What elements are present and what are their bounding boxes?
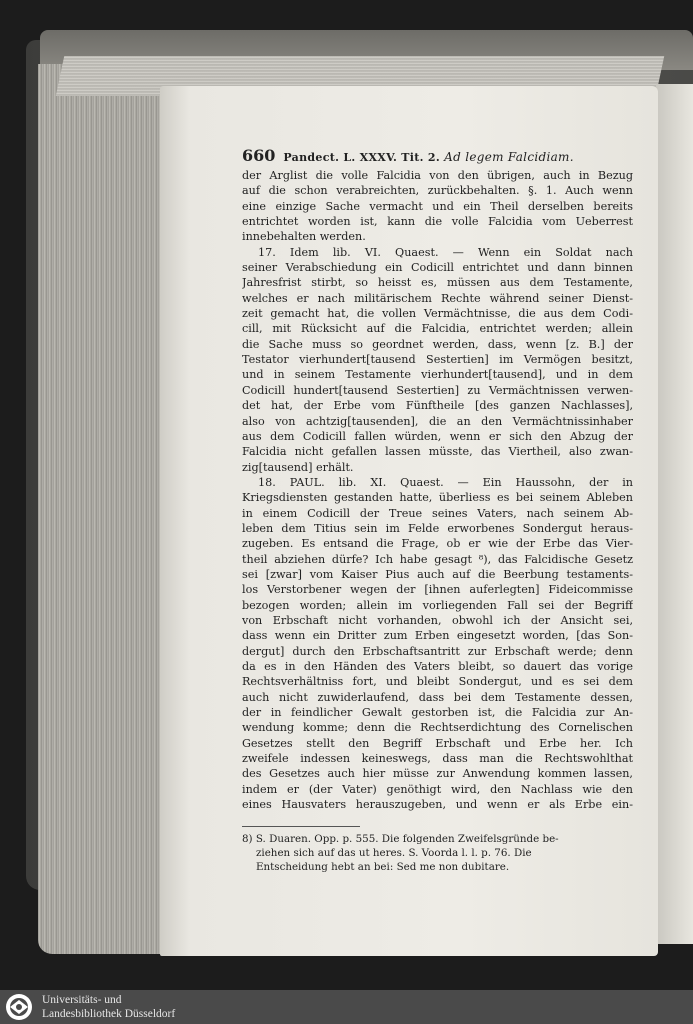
text-line: zeit gemacht hat, die vollen Vermächtnisse, die aus dem Codi-	[242, 307, 633, 321]
text-line: seiner Verabschiedung ein Codicill entrichtet und dann binnen	[242, 261, 633, 275]
text-line: eines Hausvaters herauszugeben, und wenn er als Erbe ein-	[242, 798, 633, 812]
library-footer	[0, 990, 693, 1024]
text-line: det hat, der Erbe vom Fünftheile [des ganzen Nachlasses],	[242, 399, 633, 413]
body-text	[242, 168, 633, 812]
text-line: des Gesetzes auch hier müsse zur Anwendung kommen lassen,	[242, 767, 633, 781]
text-line: innebehalten werden.	[242, 230, 366, 244]
text-line: sei [zwar] vom Kaiser Pius auch auf die Beerbung testaments-	[242, 567, 633, 581]
running-title-section: Pandect. L. XXXV. Tit. 2.	[283, 151, 440, 164]
text-line: Rechtsverhältniss fort, und bleibt Sondergut, und es sei dem	[242, 675, 633, 689]
library-name-line1: Universitäts- und	[42, 994, 122, 1006]
text-line: zig[tausend] erhält.	[242, 460, 354, 474]
footnote-line: ziehen sich auf das ut heres. S. Voorda l. l. p. 76. Die	[256, 847, 532, 860]
text-line: der Arglist die volle Falcidia von den übrigen, auch in Bezug	[242, 169, 633, 182]
text-line: da es in den Händen des Vaters bleibt, so dauert das vorige	[242, 660, 633, 673]
text-line: die Sache muss so geordnet werden, dass, wenn [z. B.] der	[242, 337, 633, 351]
footnote-rule	[242, 826, 360, 827]
text-line: zugeben. Es entsand die Frage, ob er wie der Erbe das Vier-	[242, 537, 633, 551]
library-name[interactable]	[42, 993, 175, 1021]
text-line: Kriegsdiensten gestanden hatte, überliess es bei seinem Ableben	[242, 491, 633, 505]
text-line: Jahresfrist stirbt, so heisst es, müssen aus dem Testamente,	[242, 276, 633, 290]
page-fore-edge	[38, 64, 166, 954]
text-line: und in seinem Testamente vierhundert[tausend], und in dem	[242, 368, 633, 382]
text-line: Codicill hundert[tausend Sestertien] zu Vermächtnissen verwen-	[242, 383, 633, 397]
text-line: auch nicht zuwiderlaufend, dass bei dem Testamente dessen,	[242, 690, 633, 704]
text-line: in einem Codicill der Treue seines Vaters, nach seinem Ab-	[242, 506, 633, 520]
text-line: welches er nach militärischem Rechte während seiner Dienst-	[242, 291, 633, 305]
text-line: indem er (der Vater) genöthigt wird, den Nachlass wie den	[242, 782, 633, 796]
running-title	[283, 150, 573, 164]
running-title-subject: Ad legem Falcidiam.	[444, 150, 574, 164]
footnote-line: Entscheidung hebt an bei: Sed me non dubitare.	[256, 860, 510, 873]
library-name-line2: Landesbibliothek Düsseldorf	[42, 1008, 176, 1020]
page-number: 660	[242, 146, 276, 165]
page-text	[242, 146, 633, 874]
text-line: 18. PAUL. lib. XI. Quaest. — Ein Haussohn, der in	[258, 475, 633, 489]
text-line: dass wenn ein Dritter zum Erben eingesetzt worden, [das Son-	[242, 629, 633, 643]
text-line: 17. Idem lib. VI. Quaest. — Wenn ein Soldat nach	[258, 245, 633, 259]
text-line: cill, mit Rücksicht auf die Falcidia, entrichtet werden; allein	[242, 322, 633, 336]
text-line: dergut] durch den Erbschaftsantritt zur Erbschaft werde; denn	[242, 644, 633, 658]
text-line: auf die schon verabreichten, zurückbehalten. §. 1. Auch wenn	[242, 184, 633, 198]
text-line: also von achtzig[tausenden], die an den Vermächtnissinhaber	[242, 414, 633, 428]
facing-page	[656, 84, 693, 944]
text-line: eine einzige Sache vermacht und ein Theil derselben bereits	[242, 199, 633, 213]
footnotes	[242, 833, 633, 874]
text-line: entrichtet worden ist, kann die volle Falcidia vom Ueberrest	[242, 215, 633, 229]
text-line: wendung komme; denn die Rechtserdichtung des Cornelischen	[242, 721, 633, 735]
text-line: von Erbschaft nicht vorhanden, obwohl ich der Ansicht sei,	[242, 613, 633, 627]
text-line: Gesetzes stellt den Begriff Erbschaft und Erbe her. Ich	[242, 736, 633, 750]
spacer	[242, 812, 633, 826]
text-line: bezogen worden; allein im vorliegenden Fall sei der Begriff	[242, 598, 633, 612]
text-line: leben dem Titius sein im Felde erworbenes Sondergut heraus-	[242, 521, 633, 535]
running-head	[242, 146, 633, 168]
text-line: zweifele indessen keineswegs, dass man die Rechtswohlthat	[242, 752, 633, 766]
text-line: der in feindlicher Gewalt gestorben ist, die Falcidia zur An-	[242, 706, 633, 720]
footnote-line: 8) S. Duaren. Opp. p. 555. Die folgenden Zweifelsgründe be-	[242, 833, 559, 846]
ulb-logo-icon[interactable]	[4, 992, 34, 1022]
text-line: los Verstorbener wegen der [ihnen auferlegten] Fideicommisse	[242, 583, 633, 597]
text-line: theil abziehen dürfe? Ich habe gesagt ⁸), das Falcidische Gesetz	[242, 552, 633, 566]
text-line: aus dem Codicill fallen würden, wenn er sich den Abzug der	[242, 429, 633, 443]
text-line: Testator vierhundert[tausend Sestertien] im Vermögen besitzt,	[242, 353, 633, 367]
text-line: Falcidia nicht gefallen lassen müsste, das Viertheil, also zwan-	[242, 445, 633, 459]
